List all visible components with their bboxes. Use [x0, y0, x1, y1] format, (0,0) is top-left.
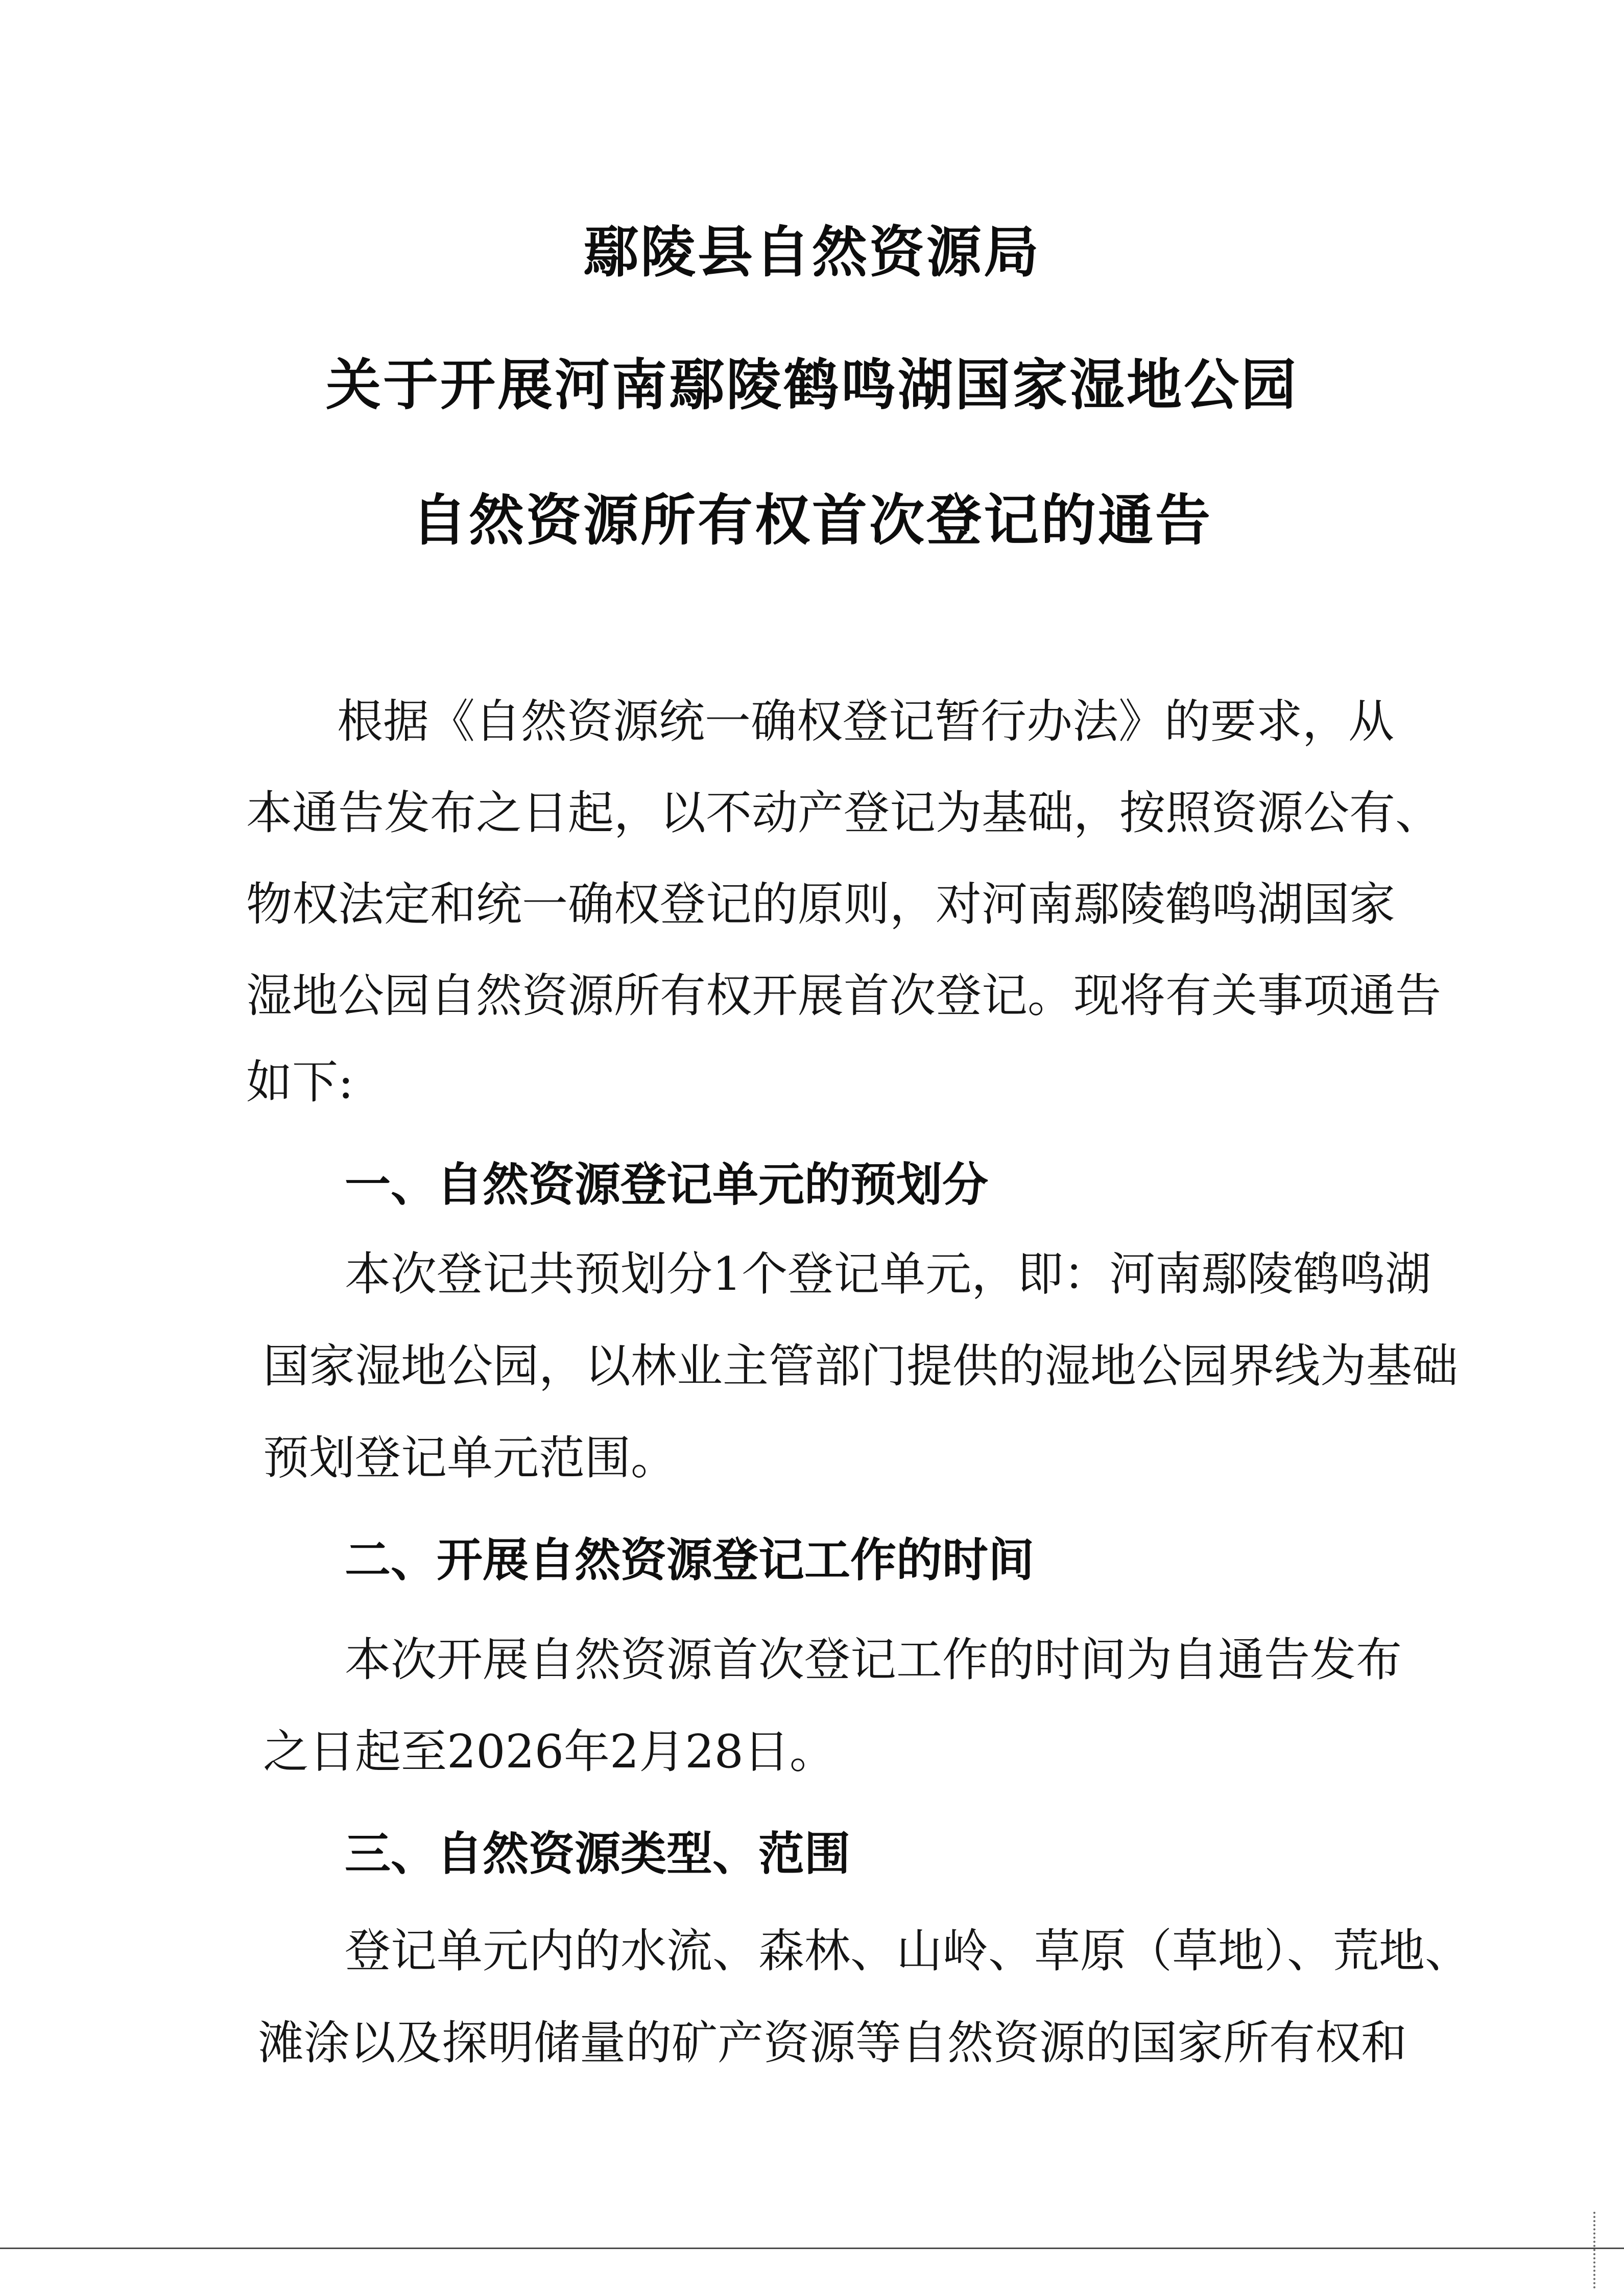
section-1-line-2: 国家湿地公园，以林业主管部门提供的湿地公园界线为基础	[263, 1339, 1458, 1393]
intro-line-4: 湿地公园自然资源所有权开展首次登记。现将有关事项通告	[246, 969, 1441, 1023]
intro-line-1: 根据《自然资源统一确权登记暂行办法》的要求，从	[337, 695, 1394, 748]
section-2-line-2: 之日起至2026年2月28日。	[263, 1725, 835, 1779]
section-3-line-1: 登记单元内的水流、森林、山岭、草原（草地）、荒地、	[345, 1924, 1471, 1978]
intro-line-5: 如下:	[246, 1055, 354, 1109]
page-bottom-rule	[0, 2248, 1624, 2249]
section-1-heading: 一、自然资源登记单元的预划分	[345, 1158, 988, 1212]
section-3-line-2: 滩涂以及探明储量的矿产资源等自然资源的国家所有权和	[258, 2016, 1407, 2070]
document-title-line-2: 关于开展河南鄢陵鹤鸣湖国家湿地公园	[325, 353, 1298, 417]
section-1-line-1: 本次登记共预划分1个登记单元，即：河南鄢陵鹤鸣湖	[345, 1247, 1431, 1301]
document-title-line-3: 自然资源所有权首次登记的通告	[411, 489, 1212, 553]
document-title-line-1: 鄢陵县自然资源局	[583, 221, 1041, 285]
section-2-heading: 二、开展自然资源登记工作的时间	[345, 1533, 1034, 1587]
section-1-line-3: 预划登记单元范围。	[263, 1431, 677, 1485]
section-2-line-1: 本次开展自然资源首次登记工作的时间为自通告发布	[345, 1633, 1402, 1687]
intro-line-2: 本通告发布之日起，以不动产登记为基础，按照资源公有、	[246, 786, 1441, 840]
binding-margin-marks	[1593, 2212, 1597, 2288]
section-3-heading: 三、自然资源类型、范围	[345, 1827, 850, 1881]
intro-line-3: 物权法定和统一确权登记的原则，对河南鄢陵鹤鸣湖国家	[246, 878, 1395, 931]
